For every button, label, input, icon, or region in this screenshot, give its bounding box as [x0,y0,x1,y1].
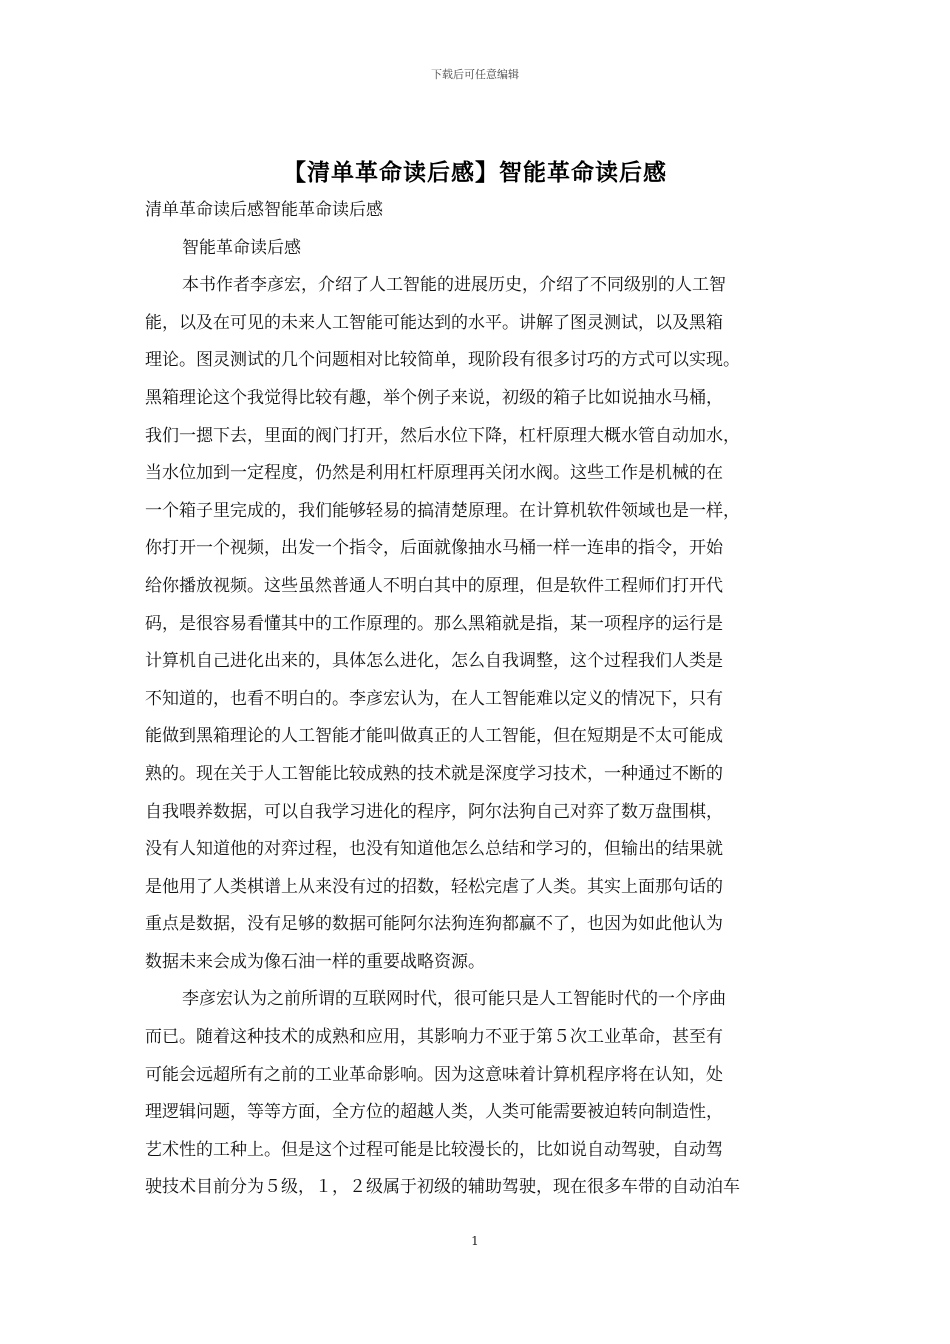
text-line: 李彦宏认为之前所谓的互联网时代，很可能只是人工智能时代的一个序曲 [182,989,726,1010]
text-line: 不知道的，也看不明白的。李彦宏认为，在人工智能难以定义的情况下，只有 [145,688,723,709]
text-line: 一个箱子里完成的，我们能够轻易的搞清楚原理。在计算机软件领域也是一样， [145,500,740,521]
header-note: 下载后可任意编辑 [431,68,519,81]
page-number: 1 [471,1234,479,1248]
text-line: 本书作者李彦宏，介绍了人工智能的进展历史，介绍了不同级别的人工智 [182,275,726,296]
paragraph-1 [145,267,810,981]
text-line: 我们一摁下去，里面的阀门打开，然后水位下降，杠杆原理大概水管自动加水， [145,425,740,446]
text-line: 当水位加到一定程度，仍然是利用杠杆原理再关闭水阀。这些工作是机械的在 [145,463,723,484]
text-line: 码，是很容易看懂其中的工作原理的。那么黑箱就是指，某一项程序的运行是 [145,613,723,634]
text-line: 重点是数据，没有足够的数据可能阿尔法狗连狗都赢不了，也因为如此他认为 [145,914,723,935]
text-line: 能做到黑箱理论的人工智能才能叫做真正的人工智能，但在短期是不太可能成 [145,726,723,747]
text-line: 理论。图灵测试的几个问题相对比较简单，现阶段有很多讨巧的方式可以实现。 [145,350,740,371]
document-body [145,192,810,1207]
section-heading: 智能革命读后感 [182,237,301,258]
text-line: 而已。随着这种技术的成熟和应用，其影响力不亚于第５次工业革命，甚至有 [145,1027,723,1048]
text-line: 给你播放视频。这些虽然普通人不明白其中的原理，但是软件工程师们打开代 [145,575,723,596]
text-line: 理逻辑问题，等等方面，全方位的超越人类，人类可能需要被迫转向制造性， [145,1102,723,1123]
text-line: 是他用了人类棋谱上从来没有过的招数，轻松完虐了人类。其实上面那句话的 [145,876,723,897]
document-title: 【清单革命读后感】智能革命读后感 [283,159,667,186]
text-line: 计算机自己进化出来的，具体怎么进化，怎么自我调整，这个过程我们人类是 [145,651,723,672]
text-line: 熟的。现在关于人工智能比较成熟的技术就是深度学习技术，一种通过不断的 [145,763,723,784]
text-line: 能，以及在可见的未来人工智能可能达到的水平。讲解了图灵测试，以及黑箱 [145,312,723,333]
text-line: 自我喂养数据，可以自我学习进化的程序，阿尔法狗自己对弈了数万盘围棋， [145,801,723,822]
text-line: 数据未来会成为像石油一样的重要战略资源。 [145,951,485,972]
text-line: 黑箱理论这个我觉得比较有趣，举个例子来说，初级的箱子比如说抽水马桶， [145,387,723,408]
text-line: 艺术性的工种上。但是这个过程可能是比较漫长的，比如说自动驾驶，自动驾 [145,1139,723,1160]
paragraph-2 [145,981,810,1207]
text-line: 没有人知道他的对弈过程，也没有知道他怎么总结和学习的，但输出的结果就 [145,839,723,860]
text-line: 可能会远超所有之前的工业革命影响。因为这意味着计算机程序将在认知，处 [145,1064,723,1085]
text-line: 驶技术目前分为５级，１，２级属于初级的辅助驾驶，现在很多车带的自动泊车 [145,1177,740,1198]
subtitle-line: 清单革命读后感智能革命读后感 [145,200,383,220]
text-line: 你打开一个视频，出发一个指令，后面就像抽水马桶一样一连串的指令，开始 [145,538,723,559]
